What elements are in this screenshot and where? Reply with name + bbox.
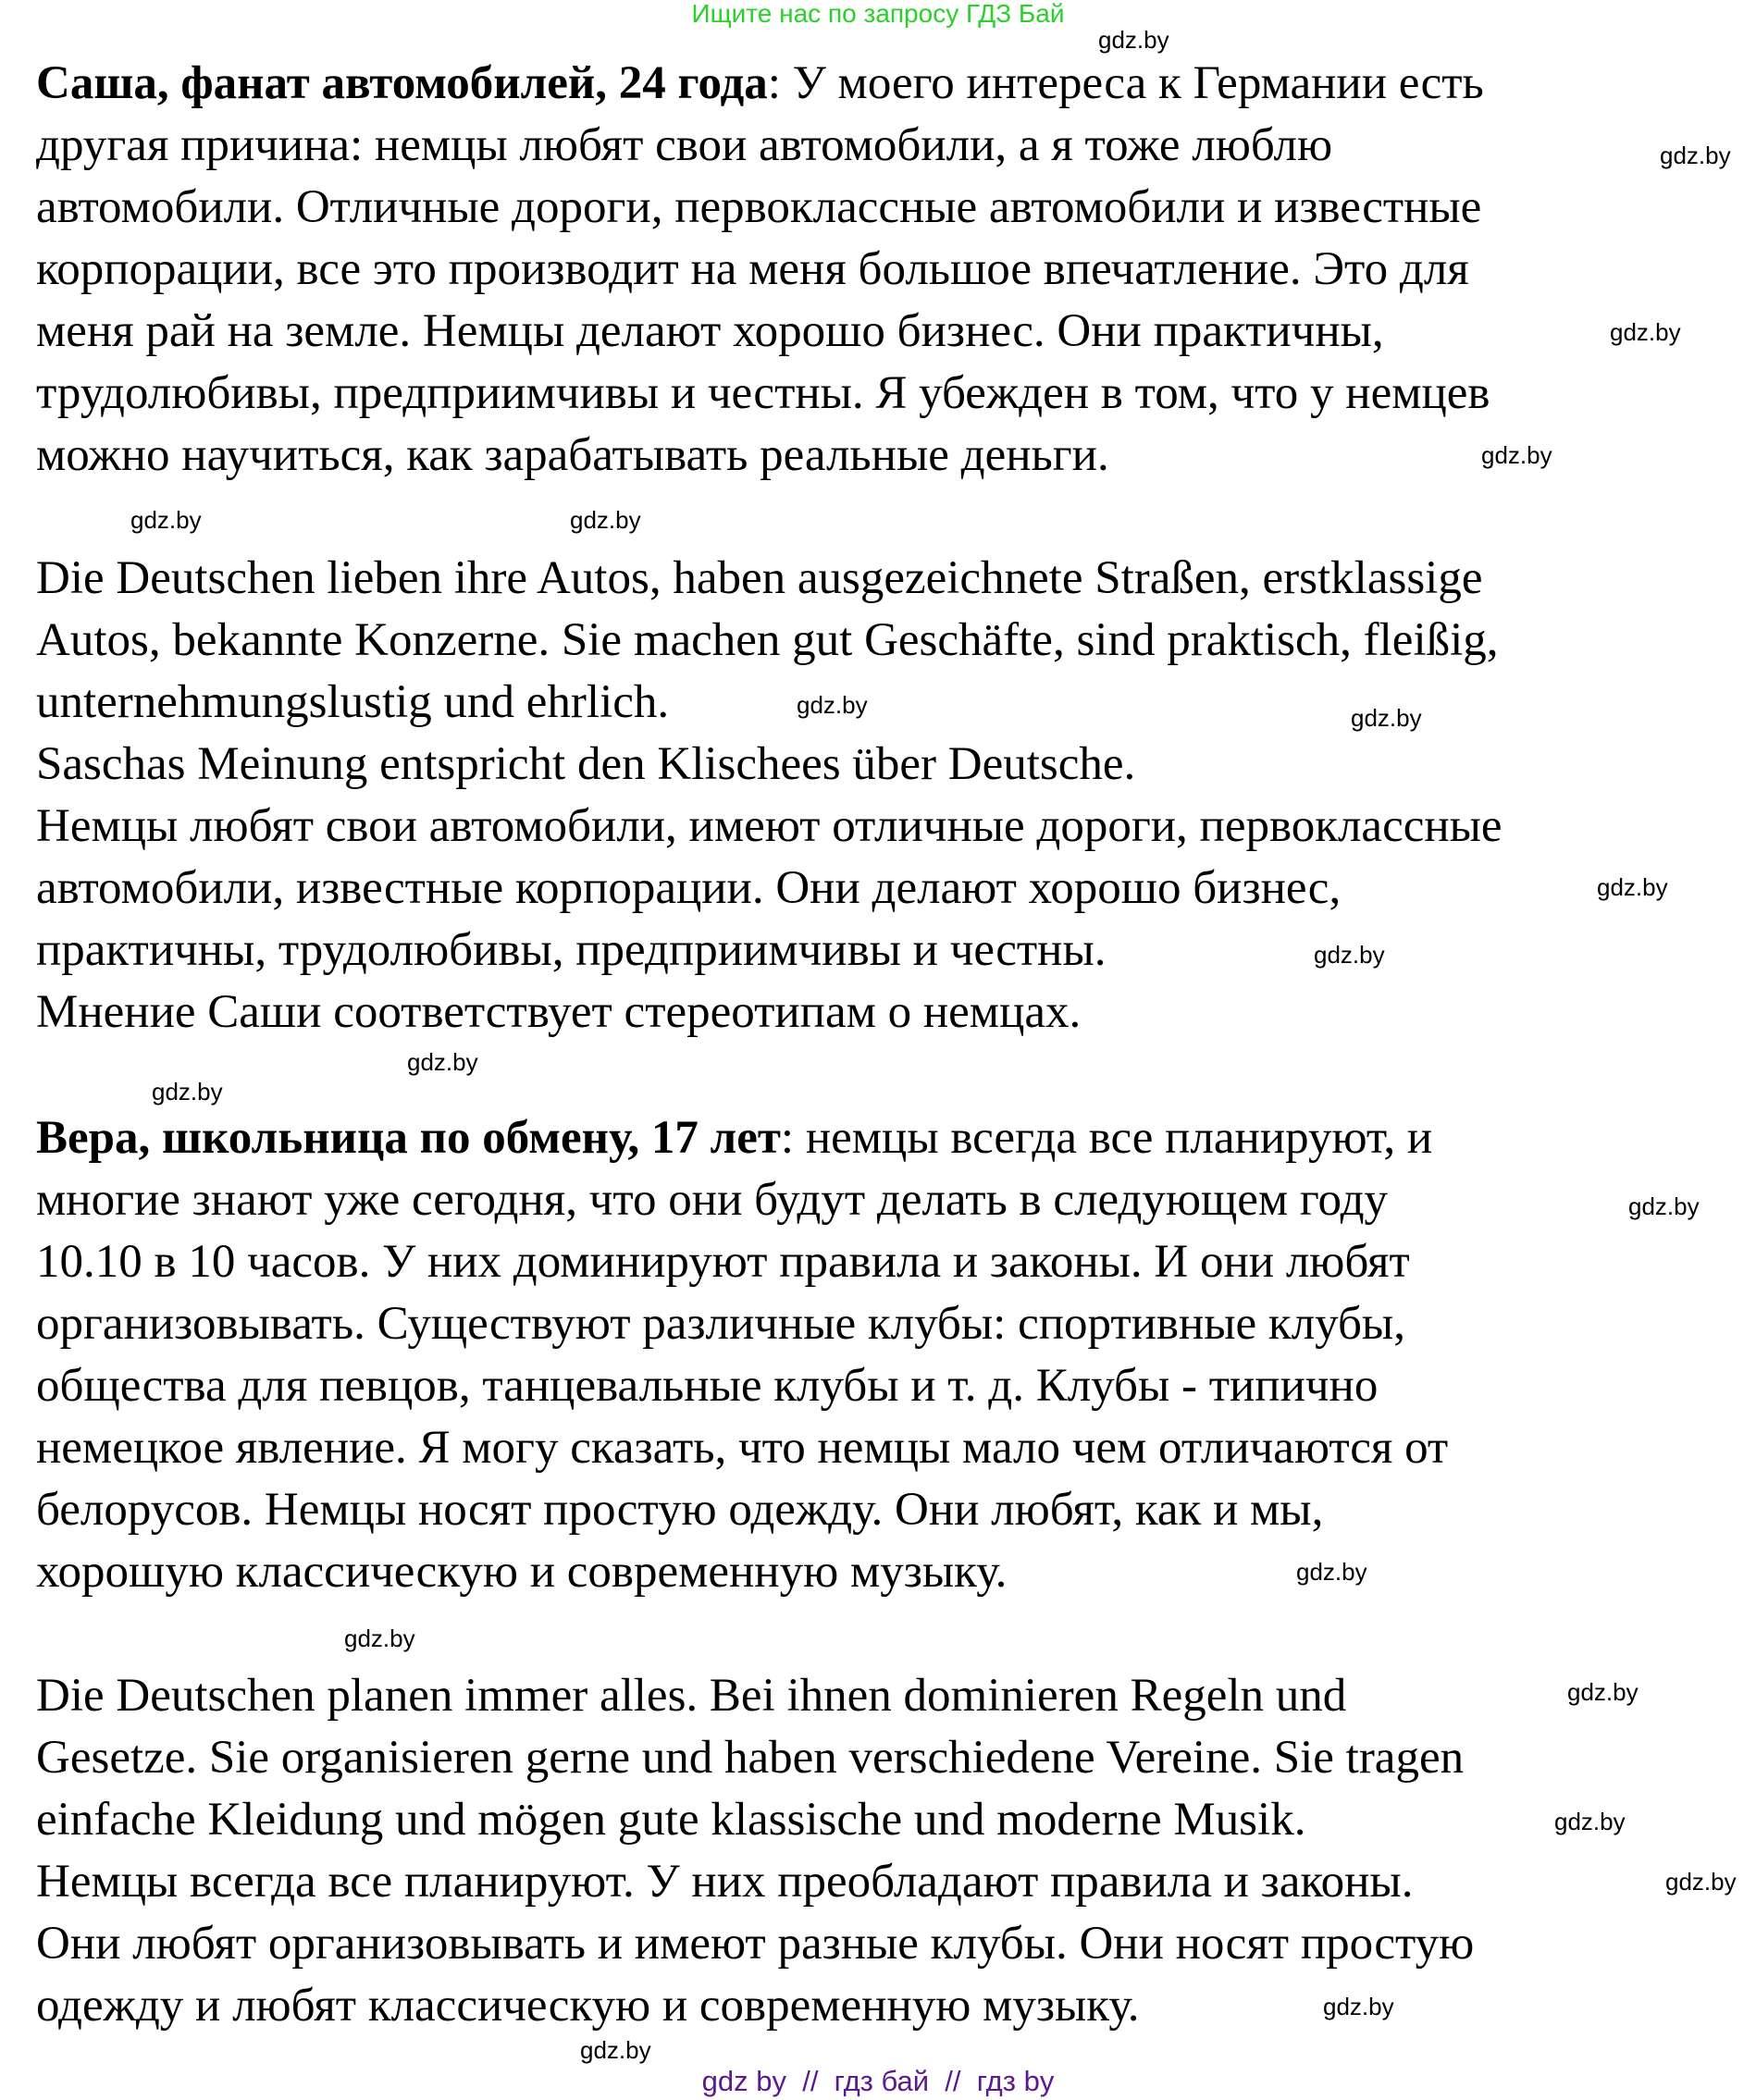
watermark: gdz.by	[1660, 142, 1731, 169]
watermark: gdz.by	[1481, 441, 1552, 469]
watermark: gdz.by	[1351, 704, 1422, 732]
line-text: можно научиться, как зарабатывать реальные деньги.	[36, 429, 1109, 481]
text-line	[36, 115, 1490, 177]
line-text: Они любят организовывать и имеют разные клубы. Они носят простую	[36, 1918, 1475, 1970]
watermark: gdz.by	[1628, 1192, 1700, 1220]
text-line	[36, 548, 1502, 610]
watermark: gdz.by	[1597, 873, 1668, 901]
watermark: gdz.by	[152, 1078, 223, 1106]
line-text: немецкое явление. Я могу сказать, что немцы мало чем отличаются от	[36, 1422, 1449, 1474]
text-line	[36, 53, 1490, 115]
text-line	[36, 982, 1502, 1044]
speaker-label: Вера, школьница по обмену, 17 лет	[36, 1112, 781, 1164]
line-text: автомобили. Отличные дороги, первоклассные автомобили и известные	[36, 181, 1482, 233]
line-text: общества для певцов, танцевальные клубы и т. д. Клубы - типично	[36, 1360, 1379, 1412]
text-line	[36, 1417, 1448, 1479]
text-line	[36, 920, 1502, 982]
watermark: gdz.by	[130, 506, 202, 534]
text-line	[36, 1231, 1448, 1293]
text-line	[36, 672, 1502, 734]
line-text: einfache Kleidung und mögen gute klassische und moderne Musik.	[36, 1794, 1306, 1846]
watermark: gdz.by	[1665, 1868, 1737, 1896]
line-text: другая причина: немцы любят свои автомобили, а я тоже люблю	[36, 119, 1333, 171]
line-text: Немцы любят свои автомобили, имеют отличные дороги, первоклассные	[36, 800, 1502, 852]
line-text: unternehmungslustig und ehrlich.	[36, 676, 670, 728]
line-text: 10.10 в 10 часов. У них доминируют правила и законы. И они любят	[36, 1236, 1410, 1288]
line-text: Gesetze. Sie organisieren gerne und haben verschiedene Vereine. Sie tragen	[36, 1732, 1465, 1784]
text-line	[36, 425, 1490, 487]
text-section	[36, 1665, 1474, 2037]
watermark: gdz.by	[580, 2036, 651, 2064]
text-line	[36, 363, 1490, 425]
text-section	[36, 1107, 1448, 1603]
watermark: gdz.by	[1554, 1808, 1626, 1835]
line-text: хорошую классическую и современную музыку.	[36, 1546, 1008, 1598]
text-line	[36, 1169, 1448, 1231]
line-text: меня рай на земле. Немцы делают хорошо бизнес. Они практичны,	[36, 305, 1384, 357]
text-line	[36, 734, 1502, 796]
watermark: gdz.by	[1314, 941, 1385, 969]
line-text: : немцы всегда все планируют, и	[780, 1112, 1433, 1164]
watermark: gdz.by	[1567, 1678, 1639, 1706]
line-text: : У моего интереса к Германии есть	[767, 57, 1484, 109]
speaker-label: Саша, фанат автомобилей, 24 года	[36, 57, 768, 109]
line-text: Autos, bekannte Konzerne. Sie machen gut Geschäfte, sind praktisch, fleißig,	[36, 614, 1499, 666]
line-text: автомобили, известные корпорации. Они делают хорошо бизнес,	[36, 862, 1342, 914]
text-line	[36, 1541, 1448, 1603]
text-line	[36, 1107, 1448, 1169]
watermark: gdz.by	[1098, 26, 1169, 54]
watermark: gdz.by	[407, 1048, 478, 1076]
watermark: gdz.by	[1296, 1558, 1367, 1586]
text-line	[36, 1355, 1448, 1417]
watermark: gdz.by	[1610, 318, 1681, 346]
watermark: gdz.by	[1323, 1993, 1394, 2020]
line-text: одежду и любят классическую и современную музыку.	[36, 1980, 1140, 2032]
line-text: Die Deutschen planen immer alles. Bei ihnen dominieren Regeln und	[36, 1670, 1347, 1722]
text-line	[36, 1665, 1474, 1727]
text-line	[36, 1293, 1448, 1355]
line-text: Немцы всегда все планируют. У них преобладают правила и законы.	[36, 1856, 1414, 1908]
line-text: Мнение Саши соответствует стереотипам о немцах.	[36, 986, 1082, 1038]
text-line	[36, 610, 1502, 672]
line-text: белорусов. Немцы носят простую одежду. Они любят, как и мы,	[36, 1484, 1324, 1536]
text-line	[36, 301, 1490, 363]
search-hint-text: Ищите нас по запросу ГДЗ Бай	[691, 0, 1065, 28]
watermark: gdz.by	[797, 691, 868, 719]
line-text: многие знают уже сегодня, что они будут делать в следующем году	[36, 1174, 1389, 1226]
line-text: практичны, трудолюбивы, предприимчивы и честны.	[36, 924, 1107, 976]
text-line	[36, 1851, 1474, 1913]
watermark: gdz.by	[570, 506, 641, 534]
text-line	[36, 858, 1502, 920]
footer-watermark	[0, 2065, 1756, 2098]
line-text: корпорации, все это производит на меня большое впечатление. Это для	[36, 243, 1469, 295]
text-line	[36, 239, 1490, 301]
line-text: трудолюбивы, предприимчивы и честны. Я убежден в том, что у немцев	[36, 367, 1490, 419]
text-line	[36, 1913, 1474, 1975]
footer-text: gdz by // гдз бай // гдз by	[701, 2065, 1055, 2097]
text-section	[36, 548, 1502, 1044]
text-line	[36, 1727, 1474, 1789]
watermark: gdz.by	[344, 1624, 415, 1652]
line-text: Saschas Meinung entspricht den Klischees über Deutsche.	[36, 738, 1136, 790]
text-section	[36, 53, 1490, 487]
text-line	[36, 1789, 1474, 1851]
line-text: Die Deutschen lieben ihre Autos, haben ausgezeichnete Straßen, erstklassige	[36, 552, 1483, 604]
line-text: организовывать. Существуют различные клубы: спортивные клубы,	[36, 1298, 1405, 1350]
search-hint-banner	[0, 0, 1756, 28]
text-line	[36, 796, 1502, 858]
text-line	[36, 1975, 1474, 2037]
text-line	[36, 177, 1490, 239]
text-line	[36, 1479, 1448, 1541]
